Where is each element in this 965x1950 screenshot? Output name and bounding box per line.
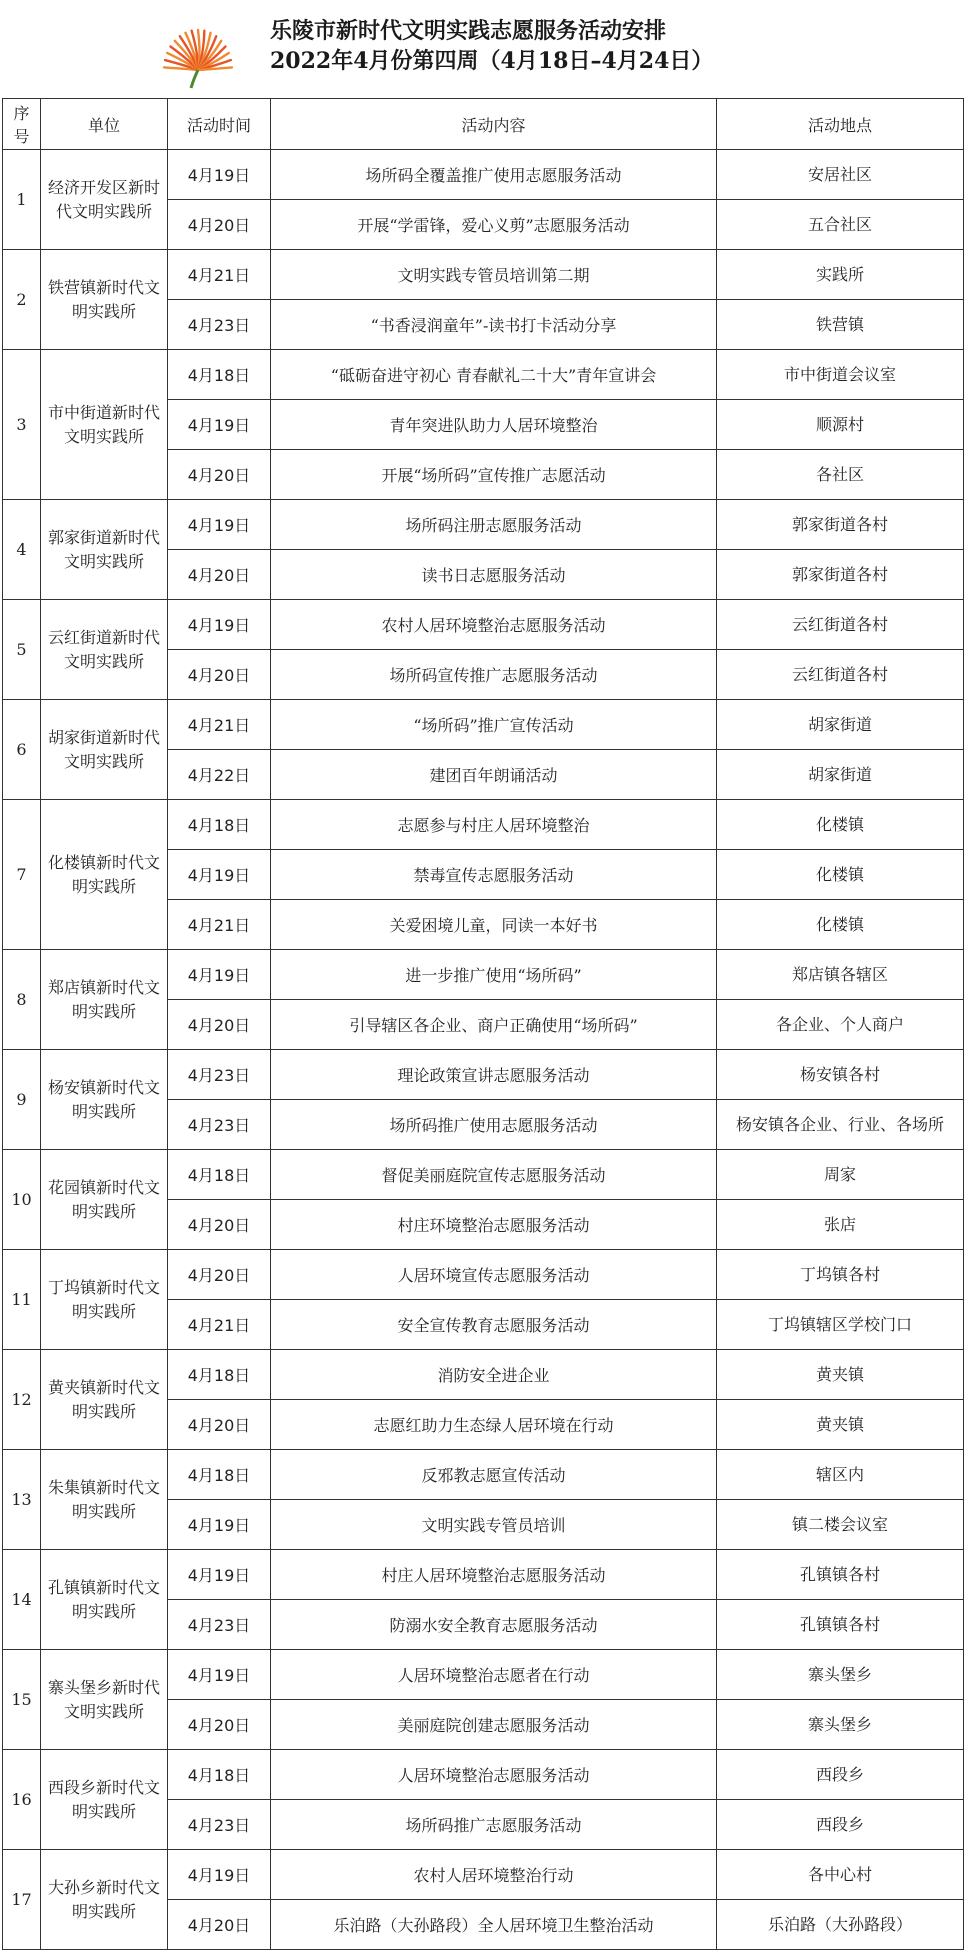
place-cell: 黄夹镇: [717, 1350, 964, 1400]
content-cell: 进一步推广使用“场所码”: [271, 950, 717, 1000]
header-place: 活动地点: [717, 99, 964, 150]
date-cell: 4月23日: [168, 1600, 271, 1650]
place-cell: 乐泊路（大孙路段）: [717, 1900, 964, 1950]
volunteer-logo-icon: [160, 14, 236, 90]
date-cell: 4月19日: [168, 1550, 271, 1600]
seq-cell: 5: [3, 600, 41, 700]
schedule-table: [2, 98, 964, 1950]
date-cell: 4月19日: [168, 1650, 271, 1700]
content-cell: 禁毒宣传志愿服务活动: [271, 850, 717, 900]
place-cell: 云红街道各村: [717, 650, 964, 700]
date-cell: 4月23日: [168, 1800, 271, 1850]
date-cell: 4月18日: [168, 350, 271, 400]
date-cell: 4月23日: [168, 1050, 271, 1100]
content-cell: 志愿红助力生态绿人居环境在行动: [271, 1400, 717, 1450]
seq-cell: 7: [3, 800, 41, 950]
unit-cell: 铁营镇新时代文明实践所: [41, 250, 168, 350]
table-row: [3, 1050, 964, 1100]
place-cell: 郭家街道各村: [717, 500, 964, 550]
date-cell: 4月18日: [168, 1450, 271, 1500]
date-cell: 4月19日: [168, 400, 271, 450]
table-row: [3, 600, 964, 650]
date-cell: 4月18日: [168, 1750, 271, 1800]
date-cell: 4月19日: [168, 950, 271, 1000]
date-cell: 4月19日: [168, 600, 271, 650]
place-cell: 胡家街道: [717, 750, 964, 800]
place-cell: 五合社区: [717, 200, 964, 250]
date-cell: 4月20日: [168, 1700, 271, 1750]
place-cell: 寨头堡乡: [717, 1650, 964, 1700]
seq-cell: 3: [3, 350, 41, 500]
table-row: [3, 1450, 964, 1500]
date-cell: 4月18日: [168, 800, 271, 850]
content-cell: 防溺水安全教育志愿服务活动: [271, 1600, 717, 1650]
seq-cell: 6: [3, 700, 41, 800]
table-row: [3, 700, 964, 750]
place-cell: 各中心村: [717, 1850, 964, 1900]
content-cell: 建团百年朗诵活动: [271, 750, 717, 800]
content-cell: 读书日志愿服务活动: [271, 550, 717, 600]
place-cell: 市中街道会议室: [717, 350, 964, 400]
seq-cell: 4: [3, 500, 41, 600]
content-cell: 场所码推广使用志愿服务活动: [271, 1100, 717, 1150]
table-row: [3, 950, 964, 1000]
table-row: [3, 1150, 964, 1200]
content-cell: 引导辖区各企业、商户正确使用“场所码”: [271, 1000, 717, 1050]
content-cell: 场所码全覆盖推广使用志愿服务活动: [271, 150, 717, 200]
place-cell: 辖区内: [717, 1450, 964, 1500]
date-cell: 4月21日: [168, 900, 271, 950]
place-cell: 各企业、个人商户: [717, 1000, 964, 1050]
date-cell: 4月21日: [168, 250, 271, 300]
seq-cell: 15: [3, 1650, 41, 1750]
date-cell: 4月19日: [168, 1500, 271, 1550]
date-cell: 4月19日: [168, 850, 271, 900]
date-cell: 4月20日: [168, 200, 271, 250]
content-cell: 反邪教志愿宣传活动: [271, 1450, 717, 1500]
unit-cell: 胡家街道新时代文明实践所: [41, 700, 168, 800]
place-cell: 实践所: [717, 250, 964, 300]
content-cell: 文明实践专管员培训第二期: [271, 250, 717, 300]
date-cell: 4月23日: [168, 1100, 271, 1150]
date-cell: 4月19日: [168, 150, 271, 200]
header-time: 活动时间: [168, 99, 271, 150]
title-line-1: 乐陵市新时代文明实践志愿服务活动安排: [270, 18, 667, 44]
place-cell: 周家: [717, 1150, 964, 1200]
unit-cell: 寨头堡乡新时代文明实践所: [41, 1650, 168, 1750]
logo-stem: [191, 70, 198, 88]
content-cell: 人居环境整治志愿服务活动: [271, 1750, 717, 1800]
content-cell: 场所码推广志愿服务活动: [271, 1800, 717, 1850]
content-cell: 开展“学雷锋，爱心义剪”志愿服务活动: [271, 200, 717, 250]
place-cell: 镇二楼会议室: [717, 1500, 964, 1550]
seq-cell: 1: [3, 150, 41, 250]
place-cell: 西段乡: [717, 1800, 964, 1850]
unit-cell: 丁坞镇新时代文明实践所: [41, 1250, 168, 1350]
unit-cell: 经济开发区新时代文明实践所: [41, 150, 168, 250]
place-cell: 杨安镇各村: [717, 1050, 964, 1100]
seq-cell: 8: [3, 950, 41, 1050]
content-cell: 志愿参与村庄人居环境整治: [271, 800, 717, 850]
date-cell: 4月20日: [168, 1400, 271, 1450]
content-cell: 理论政策宣讲志愿服务活动: [271, 1050, 717, 1100]
content-cell: 农村人居环境整治行动: [271, 1850, 717, 1900]
table-row: [3, 250, 964, 300]
seq-cell: 13: [3, 1450, 41, 1550]
unit-cell: 郭家街道新时代文明实践所: [41, 500, 168, 600]
content-cell: 督促美丽庭院宣传志愿服务活动: [271, 1150, 717, 1200]
place-cell: 黄夹镇: [717, 1400, 964, 1450]
place-cell: 西段乡: [717, 1750, 964, 1800]
date-cell: 4月18日: [168, 1150, 271, 1200]
place-cell: 安居社区: [717, 150, 964, 200]
title-line-2: 2022年4月份第四周（4月18日–4月24日）: [270, 48, 714, 74]
table-row: [3, 1550, 964, 1600]
place-cell: 孔镇镇各村: [717, 1550, 964, 1600]
page-header: [0, 0, 965, 98]
unit-cell: 黄夹镇新时代文明实践所: [41, 1350, 168, 1450]
content-cell: 村庄环境整治志愿服务活动: [271, 1200, 717, 1250]
unit-cell: 杨安镇新时代文明实践所: [41, 1050, 168, 1150]
place-cell: 胡家街道: [717, 700, 964, 750]
seq-cell: 12: [3, 1350, 41, 1450]
header-seq: 序号: [3, 99, 41, 150]
table-row: [3, 500, 964, 550]
table-row: [3, 1250, 964, 1300]
content-cell: 场所码宣传推广志愿服务活动: [271, 650, 717, 700]
place-cell: 郭家街道各村: [717, 550, 964, 600]
date-cell: 4月22日: [168, 750, 271, 800]
table-row: [3, 350, 964, 400]
place-cell: 顺源村: [717, 400, 964, 450]
seq-cell: 2: [3, 250, 41, 350]
content-cell: 乐泊路（大孙路段）全人居环境卫生整治活动: [271, 1900, 717, 1950]
date-cell: 4月20日: [168, 550, 271, 600]
place-cell: 孔镇镇各村: [717, 1600, 964, 1650]
date-cell: 4月20日: [168, 1200, 271, 1250]
unit-cell: 市中街道新时代文明实践所: [41, 350, 168, 500]
table-row: [3, 1850, 964, 1900]
unit-cell: 花园镇新时代文明实践所: [41, 1150, 168, 1250]
date-cell: 4月21日: [168, 1300, 271, 1350]
date-cell: 4月23日: [168, 300, 271, 350]
place-cell: 各社区: [717, 450, 964, 500]
unit-cell: 云红街道新时代文明实践所: [41, 600, 168, 700]
seq-cell: 14: [3, 1550, 41, 1650]
date-cell: 4月18日: [168, 1350, 271, 1400]
unit-cell: 朱集镇新时代文明实践所: [41, 1450, 168, 1550]
header-unit: 单位: [41, 99, 168, 150]
date-cell: 4月20日: [168, 1000, 271, 1050]
unit-cell: 西段乡新时代文明实践所: [41, 1750, 168, 1850]
date-cell: 4月20日: [168, 1250, 271, 1300]
table-row: [3, 1650, 964, 1700]
place-cell: 丁坞镇辖区学校门口: [717, 1300, 964, 1350]
date-cell: 4月19日: [168, 1850, 271, 1900]
place-cell: 寨头堡乡: [717, 1700, 964, 1750]
content-cell: 人居环境宣传志愿服务活动: [271, 1250, 717, 1300]
place-cell: 张店: [717, 1200, 964, 1250]
place-cell: 铁营镇: [717, 300, 964, 350]
content-cell: 村庄人居环境整治志愿服务活动: [271, 1550, 717, 1600]
table-row: [3, 1350, 964, 1400]
place-cell: 云红街道各村: [717, 600, 964, 650]
content-cell: 开展“场所码”宣传推广志愿活动: [271, 450, 717, 500]
unit-cell: 孔镇镇新时代文明实践所: [41, 1550, 168, 1650]
content-cell: 安全宣传教育志愿服务活动: [271, 1300, 717, 1350]
content-cell: 人居环境整治志愿者在行动: [271, 1650, 717, 1700]
content-cell: 关爱困境儿童，同读一本好书: [271, 900, 717, 950]
table-body: [3, 150, 964, 1950]
unit-cell: 大孙乡新时代文明实践所: [41, 1850, 168, 1950]
place-cell: 丁坞镇各村: [717, 1250, 964, 1300]
seq-cell: 17: [3, 1850, 41, 1950]
date-cell: 4月21日: [168, 700, 271, 750]
date-cell: 4月20日: [168, 1900, 271, 1950]
date-cell: 4月19日: [168, 500, 271, 550]
content-cell: “砥砺奋进守初心 青春献礼二十大”青年宣讲会: [271, 350, 717, 400]
content-cell: 文明实践专管员培训: [271, 1500, 717, 1550]
place-cell: 化楼镇: [717, 900, 964, 950]
content-cell: 消防安全进企业: [271, 1350, 717, 1400]
content-cell: “场所码”推广宣传活动: [271, 700, 717, 750]
place-cell: 化楼镇: [717, 800, 964, 850]
content-cell: 青年突进队助力人居环境整治: [271, 400, 717, 450]
place-cell: 杨安镇各企业、行业、各场所: [717, 1100, 964, 1150]
header-content: 活动内容: [271, 99, 717, 150]
place-cell: 郑店镇各辖区: [717, 950, 964, 1000]
unit-cell: 郑店镇新时代文明实践所: [41, 950, 168, 1050]
unit-cell: 化楼镇新时代文明实践所: [41, 800, 168, 950]
content-cell: 农村人居环境整治志愿服务活动: [271, 600, 717, 650]
content-cell: 美丽庭院创建志愿服务活动: [271, 1700, 717, 1750]
seq-cell: 16: [3, 1750, 41, 1850]
seq-cell: 10: [3, 1150, 41, 1250]
seq-cell: 11: [3, 1250, 41, 1350]
date-cell: 4月20日: [168, 650, 271, 700]
table-row: [3, 1750, 964, 1800]
content-cell: 场所码注册志愿服务活动: [271, 500, 717, 550]
seq-cell: 9: [3, 1050, 41, 1150]
table-header-row: [3, 99, 964, 150]
page-title: [260, 16, 720, 76]
content-cell: “书香浸润童年”-读书打卡活动分享: [271, 300, 717, 350]
date-cell: 4月20日: [168, 450, 271, 500]
table-row: [3, 800, 964, 850]
table-row: [3, 150, 964, 200]
place-cell: 化楼镇: [717, 850, 964, 900]
